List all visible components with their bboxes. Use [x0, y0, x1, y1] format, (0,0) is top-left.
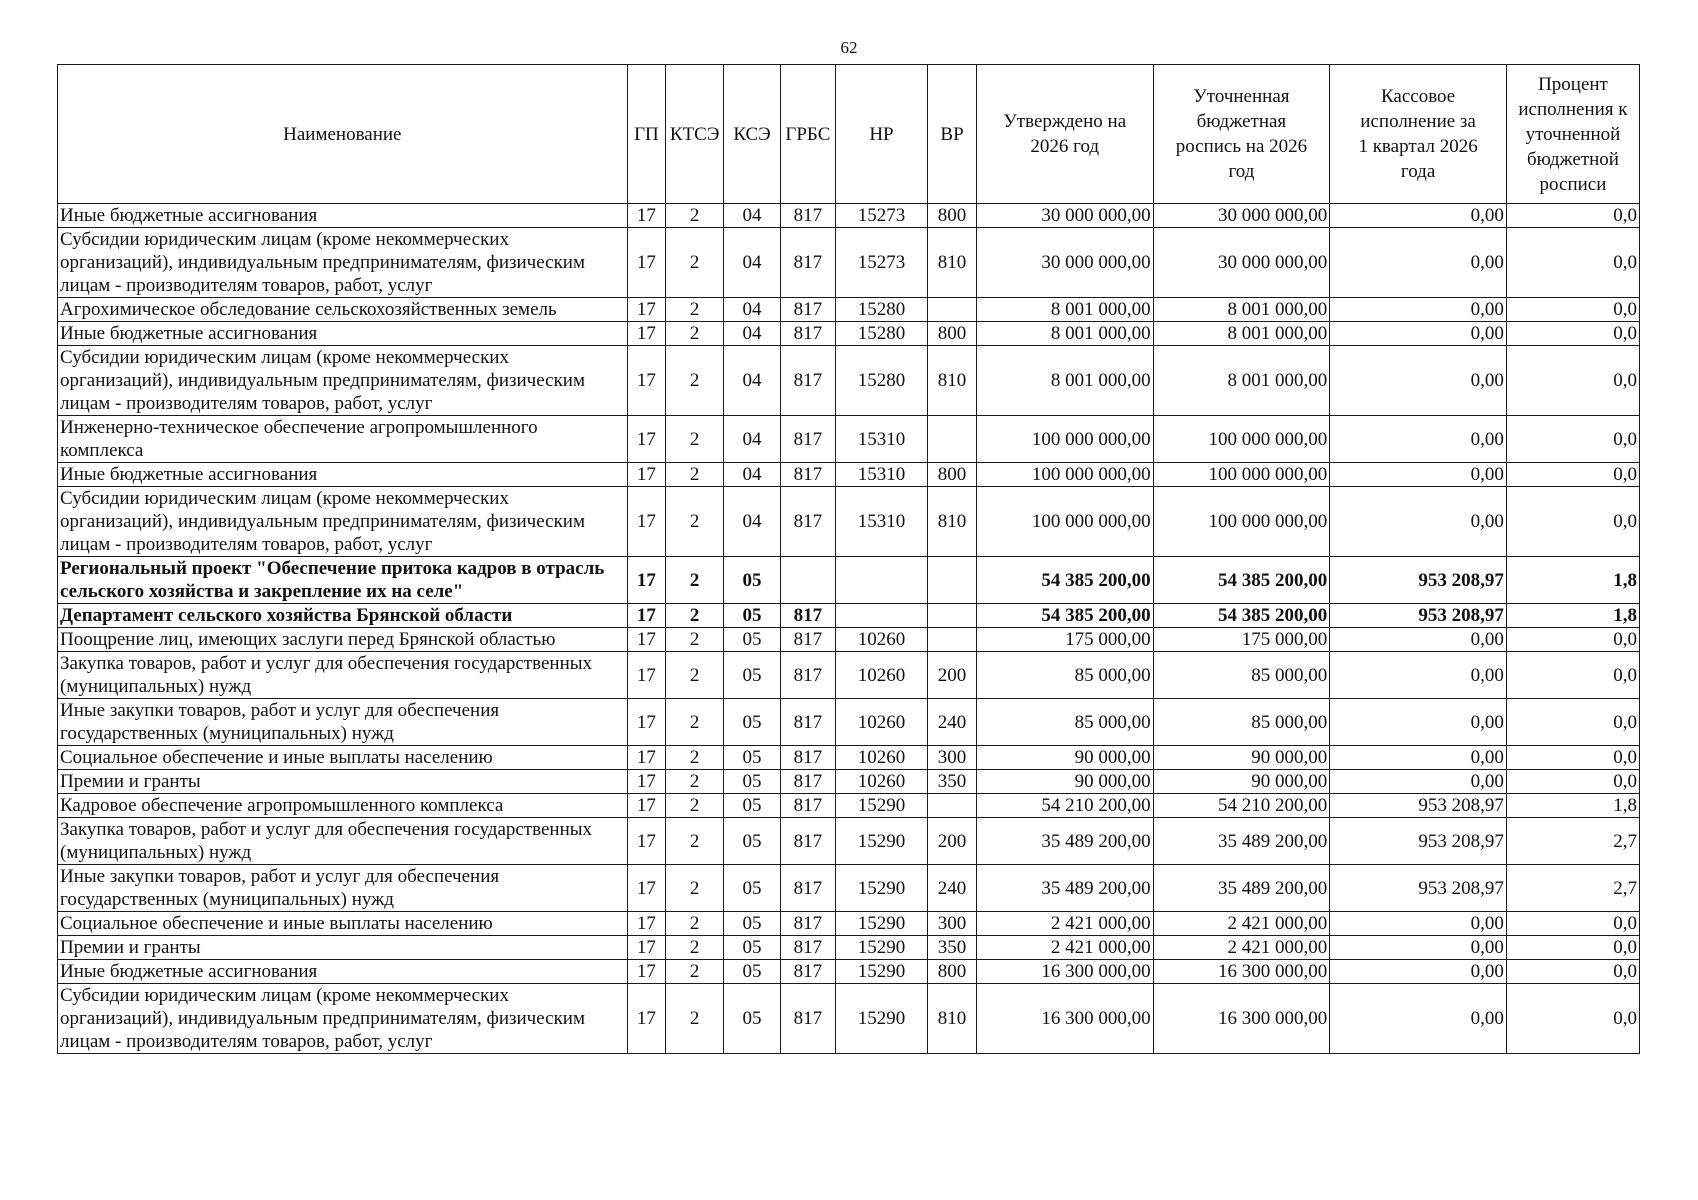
cell-percent: 0,0	[1506, 346, 1639, 416]
cell-name: Премии и гранты	[58, 936, 628, 960]
cell-approved: 16 300 000,00	[976, 984, 1153, 1054]
cell-ktse: 2	[666, 794, 724, 818]
cell-grbs	[780, 557, 835, 604]
cell-refined: 54 385 200,00	[1153, 604, 1330, 628]
cell-approved: 90 000,00	[976, 746, 1153, 770]
cell-kse: 04	[724, 463, 781, 487]
cell-vr: 800	[928, 322, 977, 346]
cell-vr: 240	[928, 699, 977, 746]
cell-name: Иные бюджетные ассигнования	[58, 322, 628, 346]
cell-name: Субсидии юридическим лицам (кроме некоммерческих организаций), индивидуальным предпринимателям, физическим лицам - производителям товаров, работ, услуг	[58, 346, 628, 416]
cell-vr: 800	[928, 960, 977, 984]
cell-percent: 0,0	[1506, 652, 1639, 699]
cell-vr: 240	[928, 865, 977, 912]
cell-grbs: 817	[780, 652, 835, 699]
cell-kse: 05	[724, 746, 781, 770]
cell-percent: 0,0	[1506, 699, 1639, 746]
cell-kse: 05	[724, 794, 781, 818]
cell-name: Премии и гранты	[58, 770, 628, 794]
cell-grbs: 817	[780, 204, 835, 228]
cell-nr: 15273	[835, 204, 927, 228]
cell-nr: 10260	[835, 652, 927, 699]
cell-percent: 0,0	[1506, 936, 1639, 960]
cell-approved: 54 210 200,00	[976, 794, 1153, 818]
cell-ktse: 2	[666, 346, 724, 416]
cell-nr: 15280	[835, 346, 927, 416]
cell-gp: 17	[627, 865, 666, 912]
cell-ktse: 2	[666, 298, 724, 322]
cell-percent: 0,0	[1506, 298, 1639, 322]
table-row	[58, 204, 1640, 228]
cell-percent: 1,8	[1506, 794, 1639, 818]
cell-cash: 0,00	[1330, 746, 1507, 770]
cell-refined: 2 421 000,00	[1153, 936, 1330, 960]
cell-kse: 05	[724, 604, 781, 628]
cell-gp: 17	[627, 746, 666, 770]
cell-refined: 35 489 200,00	[1153, 865, 1330, 912]
cell-grbs: 817	[780, 794, 835, 818]
cell-vr: 810	[928, 228, 977, 298]
cell-vr	[928, 416, 977, 463]
cell-vr: 300	[928, 912, 977, 936]
cell-nr	[835, 604, 927, 628]
table-row	[58, 865, 1640, 912]
cell-percent: 0,0	[1506, 960, 1639, 984]
cell-nr: 10260	[835, 628, 927, 652]
table-row	[58, 770, 1640, 794]
table-row	[58, 346, 1640, 416]
cell-gp: 17	[627, 487, 666, 557]
cell-nr: 15280	[835, 298, 927, 322]
header-cash: Кассовое исполнение за 1 квартал 2026 года	[1330, 65, 1507, 204]
table-row	[58, 416, 1640, 463]
cell-refined: 85 000,00	[1153, 699, 1330, 746]
cell-nr	[835, 557, 927, 604]
cell-cash: 0,00	[1330, 228, 1507, 298]
table-row	[58, 604, 1640, 628]
cell-name: Агрохимическое обследование сельскохозяйственных земель	[58, 298, 628, 322]
cell-ktse: 2	[666, 960, 724, 984]
cell-ktse: 2	[666, 865, 724, 912]
table-row	[58, 794, 1640, 818]
header-grbs: ГРБС	[780, 65, 835, 204]
cell-approved: 90 000,00	[976, 770, 1153, 794]
cell-refined: 8 001 000,00	[1153, 346, 1330, 416]
cell-gp: 17	[627, 628, 666, 652]
cell-kse: 05	[724, 818, 781, 865]
cell-percent: 0,0	[1506, 984, 1639, 1054]
header-percent: Процент исполнения к уточненной бюджетной росписи	[1506, 65, 1639, 204]
header-approved: Утверждено на 2026 год	[976, 65, 1153, 204]
cell-percent: 1,8	[1506, 557, 1639, 604]
cell-name: Иные закупки товаров, работ и услуг для обеспечения государственных (муниципальных) нужд	[58, 699, 628, 746]
cell-name: Социальное обеспечение и иные выплаты населению	[58, 912, 628, 936]
cell-cash: 0,00	[1330, 463, 1507, 487]
cell-vr: 350	[928, 770, 977, 794]
cell-name: Субсидии юридическим лицам (кроме некоммерческих организаций), индивидуальным предпринимателям, физическим лицам - производителям товаров, работ, услуг	[58, 228, 628, 298]
cell-refined: 16 300 000,00	[1153, 984, 1330, 1054]
cell-gp: 17	[627, 557, 666, 604]
cell-kse: 05	[724, 912, 781, 936]
cell-kse: 05	[724, 984, 781, 1054]
cell-name: Кадровое обеспечение агропромышленного комплекса	[58, 794, 628, 818]
table-row	[58, 984, 1640, 1054]
cell-gp: 17	[627, 416, 666, 463]
header-kse: КСЭ	[724, 65, 781, 204]
cell-approved: 30 000 000,00	[976, 204, 1153, 228]
cell-vr: 350	[928, 936, 977, 960]
cell-kse: 05	[724, 557, 781, 604]
cell-grbs: 817	[780, 322, 835, 346]
cell-nr: 15290	[835, 984, 927, 1054]
cell-ktse: 2	[666, 912, 724, 936]
cell-refined: 54 210 200,00	[1153, 794, 1330, 818]
table-row	[58, 487, 1640, 557]
cell-vr: 800	[928, 463, 977, 487]
header-name: Наименование	[58, 65, 628, 204]
cell-percent: 0,0	[1506, 912, 1639, 936]
cell-cash: 0,00	[1330, 936, 1507, 960]
cell-percent: 0,0	[1506, 416, 1639, 463]
cell-cash: 953 208,97	[1330, 604, 1507, 628]
cell-gp: 17	[627, 346, 666, 416]
cell-nr: 10260	[835, 699, 927, 746]
cell-percent: 2,7	[1506, 865, 1639, 912]
header-row	[58, 65, 1640, 204]
cell-cash: 0,00	[1330, 912, 1507, 936]
cell-ktse: 2	[666, 228, 724, 298]
cell-nr: 15290	[835, 794, 927, 818]
cell-refined: 100 000 000,00	[1153, 463, 1330, 487]
cell-refined: 2 421 000,00	[1153, 912, 1330, 936]
cell-cash: 0,00	[1330, 699, 1507, 746]
cell-refined: 30 000 000,00	[1153, 228, 1330, 298]
cell-ktse: 2	[666, 699, 724, 746]
table-row	[58, 298, 1640, 322]
cell-gp: 17	[627, 228, 666, 298]
cell-nr: 15310	[835, 487, 927, 557]
cell-name: Иные бюджетные ассигнования	[58, 960, 628, 984]
cell-name: Поощрение лиц, имеющих заслуги перед Брянской областью	[58, 628, 628, 652]
cell-name: Иные закупки товаров, работ и услуг для обеспечения государственных (муниципальных) нужд	[58, 865, 628, 912]
cell-grbs: 817	[780, 960, 835, 984]
table-row	[58, 557, 1640, 604]
cell-gp: 17	[627, 298, 666, 322]
cell-grbs: 817	[780, 936, 835, 960]
cell-cash: 0,00	[1330, 298, 1507, 322]
cell-name: Иные бюджетные ассигнования	[58, 204, 628, 228]
cell-name: Департамент сельского хозяйства Брянской области	[58, 604, 628, 628]
cell-percent: 0,0	[1506, 322, 1639, 346]
cell-refined: 85 000,00	[1153, 652, 1330, 699]
cell-gp: 17	[627, 770, 666, 794]
cell-ktse: 2	[666, 652, 724, 699]
cell-approved: 100 000 000,00	[976, 463, 1153, 487]
cell-gp: 17	[627, 463, 666, 487]
cell-grbs: 817	[780, 818, 835, 865]
header-nr: НР	[835, 65, 927, 204]
cell-kse: 04	[724, 346, 781, 416]
cell-nr: 15290	[835, 912, 927, 936]
cell-nr: 15290	[835, 936, 927, 960]
cell-ktse: 2	[666, 463, 724, 487]
cell-nr: 15290	[835, 960, 927, 984]
cell-refined: 90 000,00	[1153, 746, 1330, 770]
cell-nr: 15290	[835, 818, 927, 865]
header-gp: ГП	[627, 65, 666, 204]
cell-percent: 0,0	[1506, 228, 1639, 298]
cell-grbs: 817	[780, 628, 835, 652]
cell-refined: 35 489 200,00	[1153, 818, 1330, 865]
cell-name: Субсидии юридическим лицам (кроме некоммерческих организаций), индивидуальным предпринимателям, физическим лицам - производителям товаров, работ, услуг	[58, 487, 628, 557]
cell-approved: 2 421 000,00	[976, 912, 1153, 936]
cell-gp: 17	[627, 984, 666, 1054]
cell-cash: 953 208,97	[1330, 865, 1507, 912]
cell-grbs: 817	[780, 298, 835, 322]
page-number: 62	[840, 38, 858, 57]
cell-nr: 15280	[835, 322, 927, 346]
budget-execution-table	[57, 64, 1640, 1054]
cell-cash: 0,00	[1330, 487, 1507, 557]
cell-ktse: 2	[666, 770, 724, 794]
cell-gp: 17	[627, 652, 666, 699]
table-row	[58, 960, 1640, 984]
cell-approved: 100 000 000,00	[976, 487, 1153, 557]
table-row	[58, 228, 1640, 298]
cell-cash: 0,00	[1330, 652, 1507, 699]
cell-grbs: 817	[780, 912, 835, 936]
cell-approved: 54 385 200,00	[976, 604, 1153, 628]
table-row	[58, 463, 1640, 487]
cell-approved: 8 001 000,00	[976, 322, 1153, 346]
cell-percent: 0,0	[1506, 628, 1639, 652]
cell-kse: 05	[724, 936, 781, 960]
cell-approved: 35 489 200,00	[976, 818, 1153, 865]
cell-vr	[928, 794, 977, 818]
table-header	[58, 65, 1640, 204]
cell-kse: 05	[724, 699, 781, 746]
cell-approved: 85 000,00	[976, 699, 1153, 746]
cell-vr: 810	[928, 346, 977, 416]
cell-cash: 0,00	[1330, 628, 1507, 652]
cell-vr: 200	[928, 652, 977, 699]
cell-kse: 04	[724, 487, 781, 557]
cell-gp: 17	[627, 699, 666, 746]
cell-kse: 04	[724, 416, 781, 463]
cell-approved: 85 000,00	[976, 652, 1153, 699]
cell-cash: 0,00	[1330, 204, 1507, 228]
table-row	[58, 322, 1640, 346]
cell-percent: 1,8	[1506, 604, 1639, 628]
cell-grbs: 817	[780, 487, 835, 557]
cell-ktse: 2	[666, 604, 724, 628]
cell-grbs: 817	[780, 984, 835, 1054]
cell-nr: 10260	[835, 770, 927, 794]
cell-ktse: 2	[666, 984, 724, 1054]
cell-name: Региональный проект "Обеспечение притока кадров в отрасль сельского хозяйства и закрепление их на селе"	[58, 557, 628, 604]
cell-kse: 04	[724, 204, 781, 228]
cell-vr	[928, 604, 977, 628]
cell-grbs: 817	[780, 228, 835, 298]
cell-kse: 05	[724, 865, 781, 912]
table-row	[58, 936, 1640, 960]
cell-gp: 17	[627, 818, 666, 865]
cell-approved: 8 001 000,00	[976, 298, 1153, 322]
cell-cash: 953 208,97	[1330, 794, 1507, 818]
cell-refined: 8 001 000,00	[1153, 298, 1330, 322]
cell-ktse: 2	[666, 628, 724, 652]
cell-vr: 300	[928, 746, 977, 770]
cell-cash: 0,00	[1330, 770, 1507, 794]
cell-vr	[928, 298, 977, 322]
cell-approved: 2 421 000,00	[976, 936, 1153, 960]
cell-approved: 30 000 000,00	[976, 228, 1153, 298]
header-ktse: КТСЭ	[666, 65, 724, 204]
cell-approved: 35 489 200,00	[976, 865, 1153, 912]
cell-kse: 05	[724, 652, 781, 699]
cell-approved: 175 000,00	[976, 628, 1153, 652]
cell-grbs: 817	[780, 604, 835, 628]
cell-approved: 100 000 000,00	[976, 416, 1153, 463]
cell-gp: 17	[627, 912, 666, 936]
cell-refined: 90 000,00	[1153, 770, 1330, 794]
cell-ktse: 2	[666, 936, 724, 960]
cell-percent: 0,0	[1506, 770, 1639, 794]
cell-cash: 0,00	[1330, 416, 1507, 463]
cell-vr	[928, 628, 977, 652]
cell-approved: 54 385 200,00	[976, 557, 1153, 604]
cell-nr: 15290	[835, 865, 927, 912]
cell-percent: 0,0	[1506, 204, 1639, 228]
cell-grbs: 817	[780, 746, 835, 770]
cell-refined: 100 000 000,00	[1153, 487, 1330, 557]
cell-gp: 17	[627, 322, 666, 346]
table-row	[58, 652, 1640, 699]
cell-ktse: 2	[666, 818, 724, 865]
cell-approved: 8 001 000,00	[976, 346, 1153, 416]
cell-kse: 04	[724, 322, 781, 346]
cell-grbs: 817	[780, 865, 835, 912]
cell-nr: 15273	[835, 228, 927, 298]
cell-nr: 15310	[835, 416, 927, 463]
cell-name: Субсидии юридическим лицам (кроме некоммерческих организаций), индивидуальным предпринимателям, физическим лицам - производителям товаров, работ, услуг	[58, 984, 628, 1054]
cell-grbs: 817	[780, 699, 835, 746]
header-refined: Уточненная бюджетная роспись на 2026 год	[1153, 65, 1330, 204]
table-row	[58, 818, 1640, 865]
cell-kse: 05	[724, 960, 781, 984]
cell-vr: 810	[928, 487, 977, 557]
cell-cash: 0,00	[1330, 984, 1507, 1054]
table-row	[58, 699, 1640, 746]
cell-kse: 05	[724, 628, 781, 652]
cell-name: Иные бюджетные ассигнования	[58, 463, 628, 487]
cell-grbs: 817	[780, 463, 835, 487]
cell-percent: 2,7	[1506, 818, 1639, 865]
cell-cash: 0,00	[1330, 960, 1507, 984]
cell-refined: 100 000 000,00	[1153, 416, 1330, 463]
cell-gp: 17	[627, 204, 666, 228]
cell-name: Закупка товаров, работ и услуг для обеспечения государственных (муниципальных) нужд	[58, 652, 628, 699]
cell-name: Социальное обеспечение и иные выплаты населению	[58, 746, 628, 770]
cell-ktse: 2	[666, 204, 724, 228]
cell-ktse: 2	[666, 487, 724, 557]
cell-ktse: 2	[666, 557, 724, 604]
cell-cash: 953 208,97	[1330, 557, 1507, 604]
cell-refined: 175 000,00	[1153, 628, 1330, 652]
cell-gp: 17	[627, 604, 666, 628]
cell-ktse: 2	[666, 322, 724, 346]
cell-cash: 0,00	[1330, 346, 1507, 416]
cell-ktse: 2	[666, 746, 724, 770]
cell-refined: 54 385 200,00	[1153, 557, 1330, 604]
cell-cash: 0,00	[1330, 322, 1507, 346]
cell-kse: 04	[724, 228, 781, 298]
cell-percent: 0,0	[1506, 463, 1639, 487]
cell-grbs: 817	[780, 770, 835, 794]
cell-gp: 17	[627, 960, 666, 984]
cell-refined: 8 001 000,00	[1153, 322, 1330, 346]
cell-gp: 17	[627, 936, 666, 960]
cell-vr: 200	[928, 818, 977, 865]
cell-approved: 16 300 000,00	[976, 960, 1153, 984]
cell-nr: 10260	[835, 746, 927, 770]
table-row	[58, 746, 1640, 770]
table-row	[58, 912, 1640, 936]
cell-vr: 800	[928, 204, 977, 228]
cell-ktse: 2	[666, 416, 724, 463]
cell-kse: 05	[724, 770, 781, 794]
cell-gp: 17	[627, 794, 666, 818]
cell-name: Инженерно-техническое обеспечение агропромышленного комплекса	[58, 416, 628, 463]
cell-name: Закупка товаров, работ и услуг для обеспечения государственных (муниципальных) нужд	[58, 818, 628, 865]
table-body	[58, 204, 1640, 1054]
cell-refined: 30 000 000,00	[1153, 204, 1330, 228]
cell-grbs: 817	[780, 346, 835, 416]
cell-nr: 15310	[835, 463, 927, 487]
cell-vr: 810	[928, 984, 977, 1054]
cell-percent: 0,0	[1506, 487, 1639, 557]
cell-vr	[928, 557, 977, 604]
cell-refined: 16 300 000,00	[1153, 960, 1330, 984]
cell-cash: 953 208,97	[1330, 818, 1507, 865]
cell-grbs: 817	[780, 416, 835, 463]
table-row	[58, 628, 1640, 652]
cell-percent: 0,0	[1506, 746, 1639, 770]
header-vr: ВР	[928, 65, 977, 204]
cell-kse: 04	[724, 298, 781, 322]
